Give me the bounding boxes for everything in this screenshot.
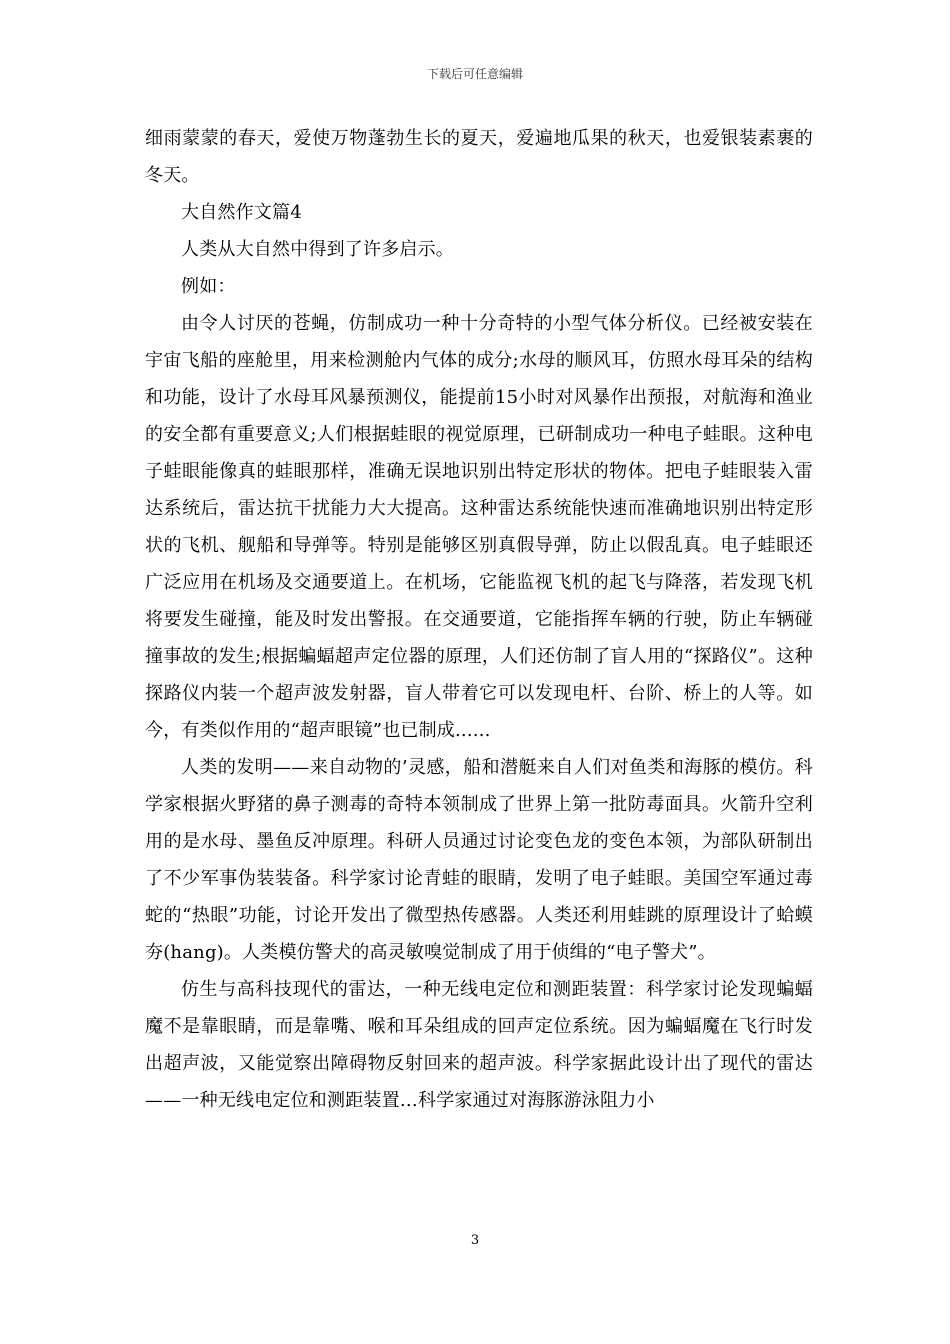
paragraph-6: 人类的发明——来自动物的’灵感，船和潜艇来自人们对鱼类和海豚的模仿。科学家根据火野猪的鼻子测毒的奇特本领制成了世界上第一批防毒面具。火箭升空利用的是水母、墨鱼反冲原理。科研人员通过讨论变色龙的变色本领，为部队研制出了不少军事伪装装备。科学家讨论青蛙的眼睛，发明了电子蛙眼。美国空军通过毒蛇的“热眼”功能，讨论开发出了微型热传感器。人类还利用蛙跳的原理设计了蛤蟆夯(hang)。人类模仿警犬的高灵敏嗅觉制成了用于侦缉的“电子警犬”。 [145,757,813,963]
paragraph-3: 人类从大自然中得到了许多启示。 [181,239,454,260]
document-body [145,120,813,1119]
page-number: 3 [470,1233,480,1248]
paragraph-7: 仿生与高科技现代的雷达，一种无线电定位和测距装置：科学家讨论发现蝙蝠魔不是靠眼睛，而是靠嘴、喉和耳朵组成的回声定位系统。因为蝙蝠魔在飞行时发出超声波，又能觉察出障碍物反射回来的超声波。科学家据此设计出了现代的雷达——一种无线电定位和测距装置…科学家通过对海豚游泳阻力小 [145,979,813,1111]
page-header-note: 下载后可任意编辑 [426,67,523,81]
paragraph-1: 细雨蒙蒙的春天，爱使万物蓬勃生长的夏天，爱遍地瓜果的秋天，也爱银装素裹的冬天。 [145,128,813,186]
section-heading: 大自然作文篇4 [181,202,302,223]
paragraph-5: 由令人讨厌的苍蝇，仿制成功一种十分奇特的小型气体分析仪。已经被安装在宇宙飞船的座舱里，用来检测舱内气体的成分;水母的顺风耳，仿照水母耳朵的结构和功能，设计了水母耳风暴预测仪，能提前15小时对风暴作出预报，对航海和渔业的安全都有重要意义;人们根据蛙眼的视觉原理，已研制成功一种电子蛙眼。这种电子蛙眼能像真的蛙眼那样，准确无误地识别出特定形状的物体。把电子蛙眼装入雷达系统后，雷达抗干扰能力大大提高。这种雷达系统能快速而准确地识别出特定形状的飞机、舰船和导弹等。特别是能够区别真假导弹，防止以假乱真。电子蛙眼还广泛应用在机场及交通要道上。在机场，它能监视飞机的起飞与降落，若发现飞机将要发生碰撞，能及时发出警报。在交通要道，它能指挥车辆的行驶，防止车辆碰撞事故的发生;根据蝙蝠超声定位器的原理，人们还仿制了盲人用的“探路仪”。这种探路仪内装一个超声波发射器，盲人带着它可以发现电杆、台阶、桥上的人等。如今，有类似作用的“超声眼镜”也已制成...... [145,313,813,741]
paragraph-4: 例如： [181,276,236,297]
